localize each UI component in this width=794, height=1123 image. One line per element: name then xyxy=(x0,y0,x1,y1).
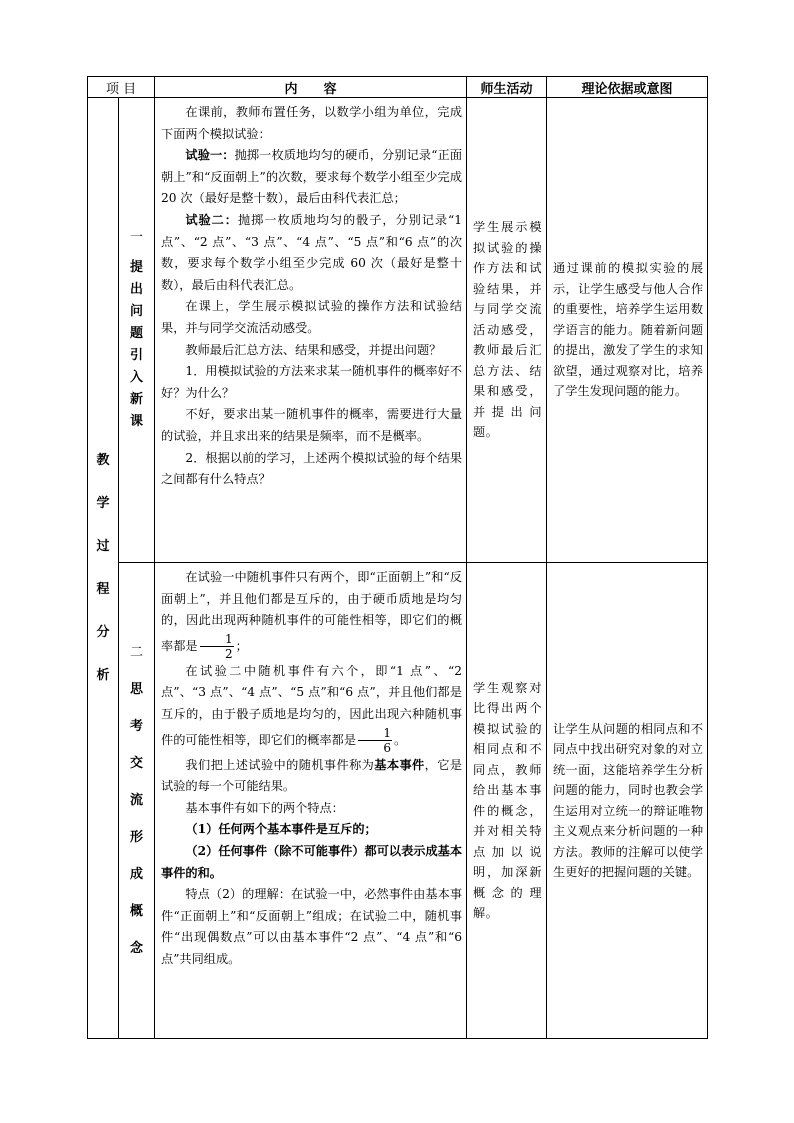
experiment-2 xyxy=(161,210,462,296)
part1-char: 入 xyxy=(130,370,144,385)
header-row xyxy=(88,77,708,98)
part1-rationale: 通过课前的模拟实验的展示，让学生感受与他人合作的重要性，培养学生运用数学语言的能力。随着新问题的提出，激发了学生的求知欲望，通过观察对比，培养了学生发现问题的能力。 xyxy=(547,98,708,563)
lesson-plan-table xyxy=(87,76,708,1039)
part2-activity: 学生观察对比得出两个模拟试验的相同点和不同点，教师给出基本事件的概念，并对相关特点加以说明，加深新概念的理解。 xyxy=(467,563,547,1039)
section-char: 析 xyxy=(96,668,110,683)
denominator: 2 xyxy=(224,646,233,661)
part1-char: 引 xyxy=(130,348,144,363)
denominator: 6 xyxy=(383,740,392,755)
text: （2）任何事件（除不可能事件）都可以表示成基本事件的和。 xyxy=(161,843,463,880)
section-label xyxy=(88,98,119,1039)
feature-2 xyxy=(161,841,462,884)
part1-char: 新 xyxy=(130,392,144,407)
question-1: 1．用模拟试验的方法来求某一随机事件的概率好不好？为什么？ xyxy=(161,364,463,400)
text: （1）任何两个基本事件是互斥的； xyxy=(185,822,377,837)
experiment-1 xyxy=(161,145,462,210)
part2-char: 流 xyxy=(130,793,144,808)
paragraph-teacher: 教师最后汇总方法、结果和感受，并提出问题？ xyxy=(185,342,442,357)
feature-1 xyxy=(161,819,462,841)
part2-rationale: 让学生从问题的相同点和不同点中找出研究对象的对立统一面，这能培养学生分析问题的能力，同时也教会学生运用对立统一的辩证唯物主义观点来分析问题的一种方法。教师的注解可以使学生更好的把握问题的关键。 xyxy=(547,563,708,1039)
part2-char: 概 xyxy=(130,904,144,919)
section-char: 教 xyxy=(96,453,110,468)
numerator: 1 xyxy=(200,632,234,647)
part2-char: 成 xyxy=(130,867,144,882)
experiment-2-text: 抛掷一枚质地均匀的骰子，分别记录“1 点”、“2 点”、“3 点”、“4 点”、“5 点”和“6 点”的次数，要求每个数学小组至少完成 60 次（最好是整十数），最后由科代表汇总。 xyxy=(161,212,463,292)
part2-char: 形 xyxy=(130,830,144,845)
section-char: 分 xyxy=(96,625,110,640)
text: ； xyxy=(235,638,248,653)
part1-label xyxy=(119,98,155,563)
part1-content xyxy=(155,98,467,563)
fraction-one-sixth xyxy=(358,726,392,755)
question-2: 2．根据以前的学习，上述两个模拟试验的每个结果之间都有什么特点？ xyxy=(161,450,463,487)
part1-char: 课 xyxy=(130,414,144,429)
header-activity: 师生活动 xyxy=(467,77,547,98)
section-char: 学 xyxy=(96,496,110,511)
header-content: 内 容 xyxy=(155,77,467,98)
text: 在试验一中随机事件只有两个，即“正面朝上”和“反面朝上”，并且他们都是互斥的，由于硬币质地是均匀的，因此出现两种随机事件的可能性相等，即它们的概率都是 xyxy=(161,570,463,653)
part1-number: 一 xyxy=(130,230,144,245)
paragraph-class: 在课上，学生展示模拟试验的操作方法和试验结果，并与同学交流活动感受。 xyxy=(161,299,463,335)
part2-char: 交 xyxy=(130,756,144,771)
part1-char: 出 xyxy=(130,282,144,297)
experiment-2-title: 试验二： xyxy=(185,212,238,227)
paragraph-definition xyxy=(161,755,462,798)
section-char: 程 xyxy=(96,582,110,597)
part2-label xyxy=(119,563,155,1039)
part1-char: 题 xyxy=(130,326,144,341)
numerator: 1 xyxy=(358,726,392,741)
part1-activity: 学生展示模拟试验的操作方法和试验结果，并与同学交流活动感受，教师最后汇总方法、结果和感受，并提出问题。 xyxy=(467,98,547,563)
header-rationale: 理论依据或意图 xyxy=(547,77,708,98)
part2-char: 考 xyxy=(130,719,144,734)
part2-content xyxy=(155,563,467,1039)
answer-1: 不好，要求出某一随机事件的概率，需要进行大量的试验，并且求出来的结果是频率，而不是概率。 xyxy=(161,407,463,443)
term-basic-event: 基本事件 xyxy=(374,757,425,772)
paragraph-exp2-analysis xyxy=(161,661,462,755)
text: 我们把上述试验中的随机事件称为 xyxy=(185,757,375,772)
header-item: 项 目 xyxy=(88,77,155,98)
text: 在试验二中随机事件有六个，即“1 点”、“2 点”、“3 点”、“4 点”、“5 点”和“6 点”，并且他们都是互斥的，由于骰子质地是均匀的，因此出现六种随机事件的可能性相等，即它们的概率都是 xyxy=(161,663,463,747)
text: 。 xyxy=(394,732,407,747)
section-char: 过 xyxy=(96,539,110,554)
experiment-1-title: 试验一： xyxy=(185,148,235,163)
part1-char: 问 xyxy=(130,304,144,319)
fraction-one-half xyxy=(200,632,234,661)
experiment-1-text: 抛掷一枚质地均匀的硬币，分别记录“正面朝上”和“反面朝上”的次数，要求每个数学小组至少完成 20 次（最好是整十数），最后由科代表汇总； xyxy=(161,148,463,206)
row-part1 xyxy=(88,98,708,563)
paragraph-features: 基本事件有如下的两个特点： xyxy=(185,800,344,815)
paragraph-feature2-explanation: 特点（2）的理解：在试验一中，必然事件由基本事件“正面朝上”和“反面朝上”组成；在试验二中，随机事件“出现偶数点”可以由基本事件“2 点”、“4 点”和“6 点”共同组成。 xyxy=(161,887,463,966)
text: ，它是试验的每一个可能结果。 xyxy=(161,757,463,794)
part2-char: 思 xyxy=(130,682,144,697)
part1-intro: 在课前，教师布置任务，以数学小组为单位，完成下面两个模拟试验： xyxy=(161,105,463,141)
paragraph-exp1-analysis xyxy=(161,567,462,661)
row-part2 xyxy=(88,563,708,1039)
part2-number: 二 xyxy=(130,645,144,660)
part2-char: 念 xyxy=(130,941,144,956)
part1-char: 提 xyxy=(130,260,144,275)
